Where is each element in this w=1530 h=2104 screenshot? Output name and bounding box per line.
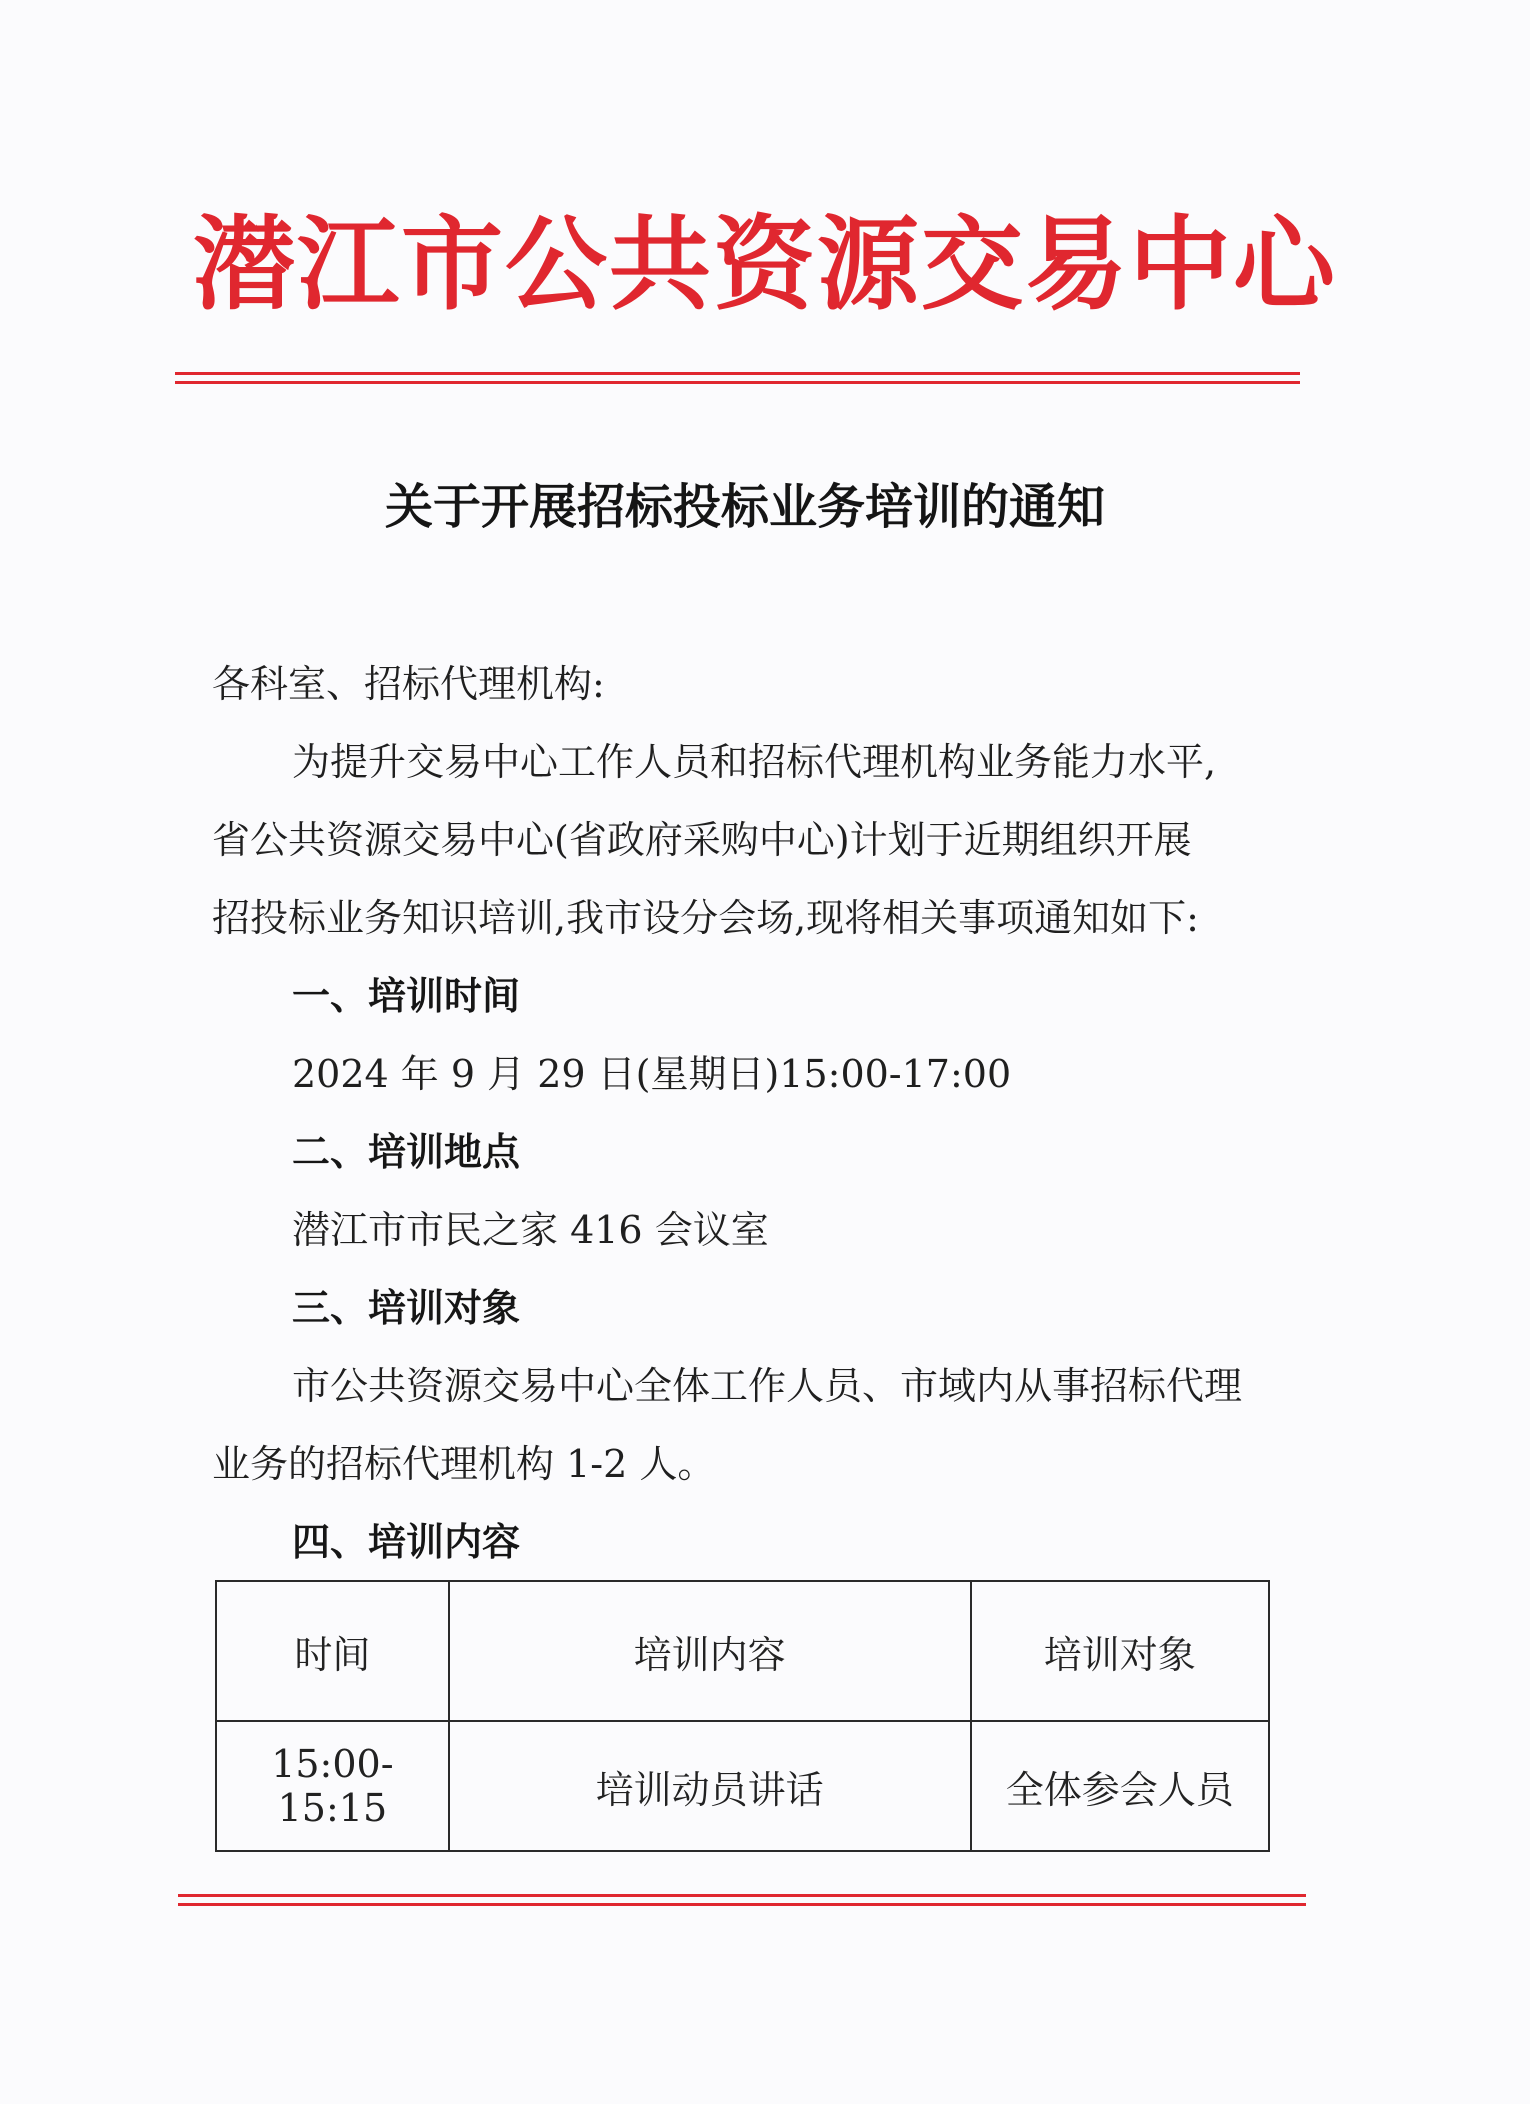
table-header-time: 时间 (216, 1581, 449, 1721)
section-heading-audience: 三、培训对象 (292, 1286, 521, 1330)
header-divider-bottom (175, 381, 1300, 384)
table-header-content: 培训内容 (449, 1581, 971, 1721)
training-time: 2024 年 9 月 29 日(星期日)15:00-17:00 (292, 1052, 1012, 1096)
table-header-row (216, 1581, 1269, 1721)
intro-line-1: 为提升交易中心工作人员和招标代理机构业务能力水平, (292, 740, 1217, 784)
audience-line-1: 市公共资源交易中心全体工作人员、市域内从事招标代理 (292, 1364, 1243, 1408)
salutation: 各科室、招标代理机构: (212, 662, 605, 706)
audience-line-2: 业务的招标代理机构 1-2 人。 (212, 1442, 716, 1486)
table-row (216, 1721, 1269, 1851)
table-cell-time: 15:00-15:15 (216, 1721, 449, 1851)
header-divider-top (175, 372, 1300, 375)
notice-body (212, 645, 1287, 1585)
intro-line-2: 省公共资源交易中心(省政府采购中心)计划于近期组织开展 (212, 818, 1192, 862)
training-place: 潜江市市民之家 416 会议室 (292, 1208, 769, 1252)
table-header-audience: 培训对象 (971, 1581, 1269, 1721)
org-letterhead: 潜江市公共资源交易中心 (193, 205, 1337, 325)
section-heading-time: 一、培训时间 (292, 974, 521, 1018)
notice-title: 关于开展招标投标业务培训的通知 (384, 479, 1105, 535)
intro-line-3: 招投标业务知识培训,我市设分会场,现将相关事项通知如下: (212, 896, 1199, 940)
section-heading-content: 四、培训内容 (292, 1520, 521, 1564)
table-cell-content: 培训动员讲话 (449, 1721, 971, 1851)
footer-divider-bottom (178, 1903, 1306, 1906)
training-schedule-table (215, 1580, 1270, 1852)
table-cell-audience: 全体参会人员 (971, 1721, 1269, 1851)
footer-divider-top (178, 1894, 1306, 1897)
section-heading-place: 二、培训地点 (292, 1130, 521, 1174)
